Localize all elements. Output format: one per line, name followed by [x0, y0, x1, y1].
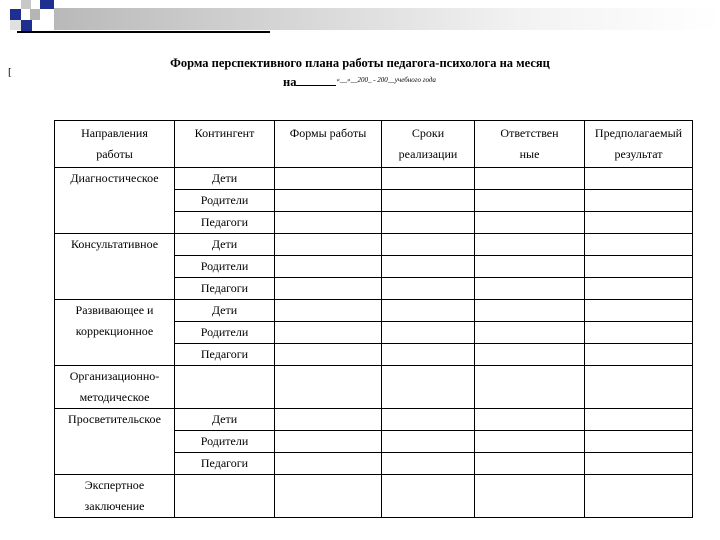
empty-cell: [475, 366, 585, 409]
empty-cell: [382, 256, 475, 278]
column-header-text: результат: [614, 147, 663, 161]
empty-cell: [475, 475, 585, 518]
empty-cell: [475, 409, 585, 431]
direction-cell: [55, 366, 175, 409]
table-row: [55, 168, 693, 190]
empty-cell: [382, 366, 475, 409]
empty-cell: [585, 234, 693, 256]
column-header-text: работы: [96, 147, 133, 161]
direction-cell: [55, 475, 175, 518]
column-header-text: реализации: [398, 147, 458, 161]
direction-cell: [55, 300, 175, 366]
empty-cell: [585, 278, 693, 300]
corner-bracket-icon: [: [8, 66, 12, 78]
empty-cell: [585, 409, 693, 431]
empty-cell: [382, 431, 475, 453]
column-header: [585, 121, 693, 168]
empty-cell: [275, 278, 382, 300]
empty-cell: [475, 234, 585, 256]
empty-cell: [475, 190, 585, 212]
contingent-cell: Педагоги: [175, 344, 275, 366]
direction-text: Экспертное: [84, 478, 145, 492]
table-row: [55, 300, 693, 322]
empty-cell: [585, 256, 693, 278]
table-row: [55, 475, 693, 497]
header-underline: [17, 31, 270, 33]
empty-cell: [382, 190, 475, 212]
deco-square: [40, 0, 54, 9]
direction-text: Организационно-: [69, 369, 160, 383]
contingent-cell: [175, 475, 275, 518]
table-row: [55, 409, 693, 431]
empty-cell: [475, 431, 585, 453]
empty-cell: [275, 168, 382, 190]
empty-cell: [475, 278, 585, 300]
empty-cell: [275, 212, 382, 234]
empty-cell: [382, 278, 475, 300]
column-header-text: Направления: [81, 126, 148, 140]
empty-cell: [475, 322, 585, 344]
deco-square: [10, 20, 21, 30]
empty-cell: [382, 322, 475, 344]
empty-cell: [382, 344, 475, 366]
column-header-text: Сроки: [411, 126, 445, 140]
empty-cell: [275, 300, 382, 322]
contingent-cell: Педагоги: [175, 278, 275, 300]
contingent-cell: Родители: [175, 322, 275, 344]
empty-cell: [382, 453, 475, 475]
direction-text: Диагностическое: [70, 171, 159, 185]
direction-cell: [55, 168, 175, 234]
contingent-cell: Педагоги: [175, 212, 275, 234]
direction-cell: [55, 409, 175, 475]
deco-square: [21, 20, 32, 31]
contingent-cell: Дети: [175, 234, 275, 256]
column-header-text: Ответствен: [500, 126, 559, 140]
empty-cell: [475, 300, 585, 322]
contingent-cell: Родители: [175, 431, 275, 453]
deco-square: [30, 9, 40, 20]
empty-cell: [585, 431, 693, 453]
contingent-cell: Родители: [175, 256, 275, 278]
table-row: [55, 234, 693, 256]
empty-cell: [275, 234, 382, 256]
empty-cell: [585, 344, 693, 366]
column-header-text: Предполагаемый: [594, 126, 683, 140]
direction-text: Просветительское: [68, 412, 161, 426]
empty-cell: [382, 475, 475, 518]
column-header-text: ные: [519, 147, 540, 161]
contingent-cell: Дети: [175, 168, 275, 190]
empty-cell: [475, 168, 585, 190]
deco-square: [21, 0, 31, 9]
contingent-cell: Дети: [175, 409, 275, 431]
deco-gradient-bar: [54, 8, 720, 30]
empty-cell: [585, 168, 693, 190]
column-header-text: Формы работы: [289, 126, 367, 140]
subtitle-prefix: на: [283, 75, 297, 89]
empty-cell: [475, 256, 585, 278]
empty-cell: [585, 300, 693, 322]
empty-cell: [275, 344, 382, 366]
empty-cell: [275, 409, 382, 431]
empty-cell: [275, 431, 382, 453]
direction-text: заключение: [84, 499, 145, 513]
empty-cell: [382, 212, 475, 234]
direction-text: Консультативное: [70, 237, 159, 251]
empty-cell: [585, 366, 693, 409]
empty-cell: [382, 234, 475, 256]
header-decoration: [0, 0, 720, 40]
empty-cell: [585, 190, 693, 212]
empty-cell: [275, 453, 382, 475]
document-subtitle: [283, 74, 436, 90]
table-row: [55, 366, 693, 388]
empty-cell: [382, 168, 475, 190]
empty-cell: [475, 212, 585, 234]
empty-cell: [475, 453, 585, 475]
table-body: [55, 168, 693, 518]
empty-cell: [585, 322, 693, 344]
contingent-cell: Родители: [175, 190, 275, 212]
column-header-text: Контингент: [194, 126, 255, 140]
column-header: [475, 121, 585, 168]
empty-cell: [475, 344, 585, 366]
table-header-row: [55, 121, 693, 168]
empty-cell: [382, 300, 475, 322]
contingent-cell: Педагоги: [175, 453, 275, 475]
document-title: Форма перспективного плана работы педагога-психолога на месяц: [170, 56, 550, 70]
contingent-cell: Дети: [175, 300, 275, 322]
deco-square: [10, 9, 21, 20]
empty-cell: [382, 409, 475, 431]
plan-table: [54, 120, 693, 518]
empty-cell: [275, 256, 382, 278]
blank-field: [296, 74, 336, 86]
direction-text: коррекционное: [75, 324, 154, 338]
column-header: [55, 121, 175, 168]
column-header: [275, 121, 382, 168]
direction-text: Развивающее и: [75, 303, 154, 317]
empty-cell: [585, 475, 693, 518]
empty-cell: [585, 212, 693, 234]
direction-cell: [55, 234, 175, 300]
empty-cell: [275, 475, 382, 518]
empty-cell: [275, 190, 382, 212]
direction-text: методическое: [79, 390, 150, 404]
contingent-cell: [175, 366, 275, 409]
empty-cell: [275, 366, 382, 409]
empty-cell: [275, 322, 382, 344]
column-header: [382, 121, 475, 168]
empty-cell: [585, 453, 693, 475]
subtitle-date-template: «__»__200_ - 200__учебного года: [336, 76, 436, 84]
column-header: [175, 121, 275, 168]
